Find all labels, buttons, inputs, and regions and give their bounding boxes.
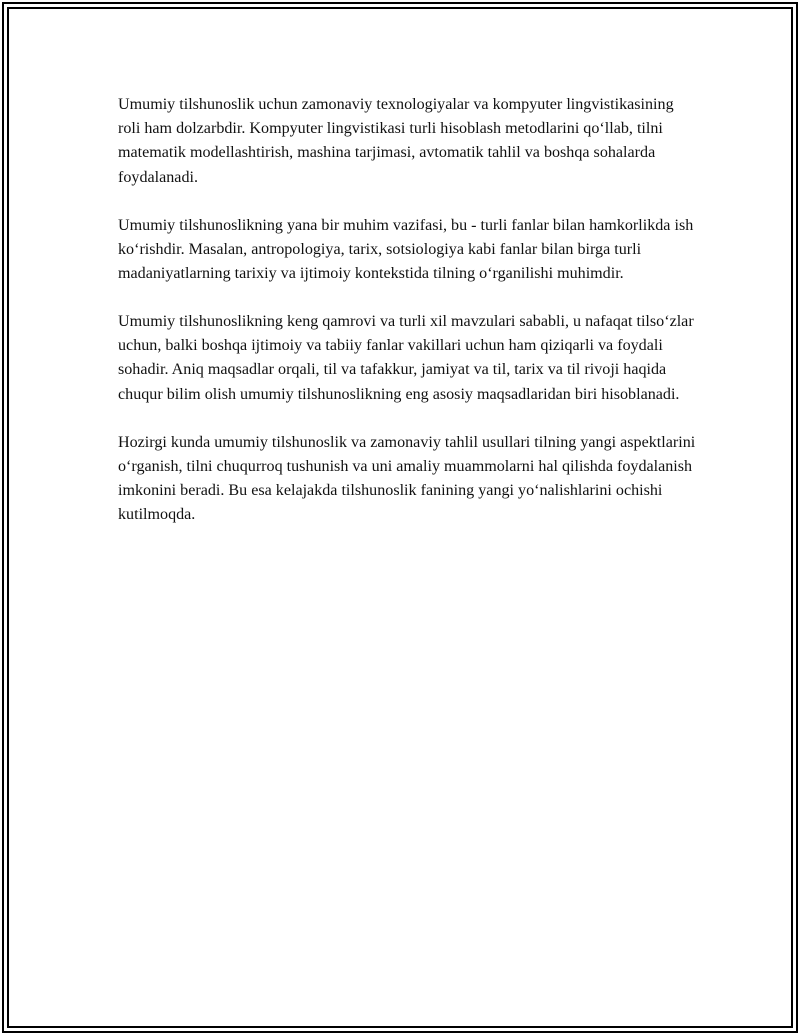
document-body — [118, 93, 698, 551]
paragraph: Hozirgi kunda umumiy tilshunoslik va zamonaviy tahlil usullari tilning yangi aspektlarini o‘rganish, tilni chuqurroq tushunish va uni amaliy muammolarni hal qilishda foydalanish imkonini beradi. Bu esa kelajakda tilshunoslik fanining yangi yo‘nalishlarini ochishi kutilmoqda. — [118, 433, 696, 524]
paragraph: Umumiy tilshunoslikning yana bir muhim vazifasi, bu - turli fanlar bilan hamkorlikda ish ko‘rishdir. Masalan, antropologiya, tarix, sotsiologiya kabi fanlar bilan birga turli madaniyatlarning tarixiy va ijtimoiy kontekstida tilning o‘rganilishi muhimdir. — [118, 216, 694, 283]
paragraph: Umumiy tilshunoslikning keng qamrovi va turli xil mavzulari sababli, u nafaqat tilso‘zlar uchun, balki boshqa ijtimoiy va tabiiy fanlar vakillari uchun ham qiziqarli va foydali sohadir. Aniq maqsadlar orqali, til va tafakkur, jamiyat va til, tarix va til rivoji haqida chuqur bilim olish umumiy tilshunoslikning eng asosiy maqsadlaridan biri hisoblanadi. — [118, 313, 694, 403]
paragraph: Umumiy tilshunoslik uchun zamonaviy texnologiyalar va kompyuter lingvistikasining roli ham dolzarbdir. Kompyuter lingvistikasi turli hisoblash metodlarini qo‘llab, tilni matematik modellashtirish, mashina tarjimasi, avtomatik tahlil va boshqa sohalarda foydalanadi. — [118, 96, 674, 186]
